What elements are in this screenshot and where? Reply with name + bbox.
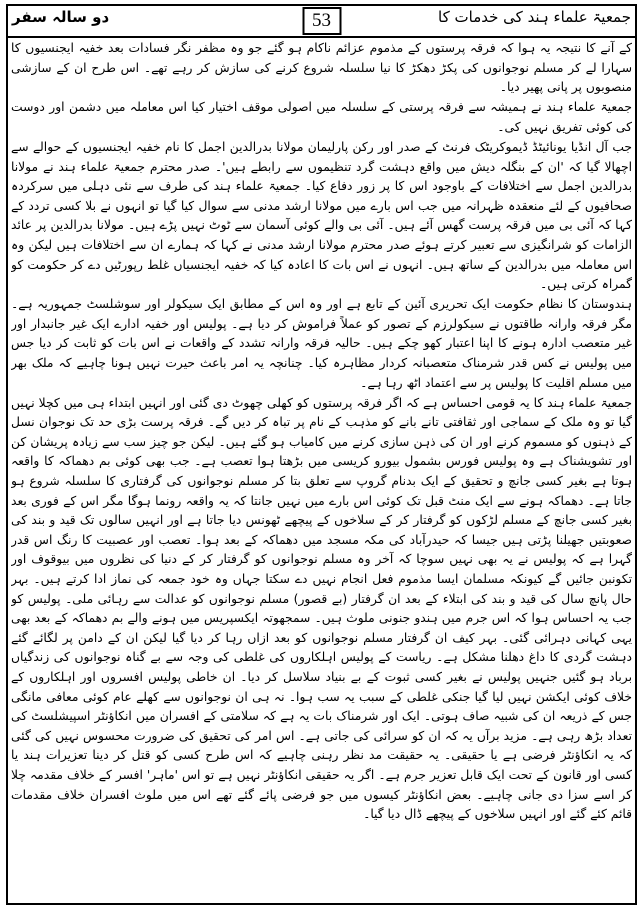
paragraph: جمعیۃ علماء ہند نے ہمیشہ سے فرقہ پرستی کے سلسلہ میں اصولی موقف اختیار کیا اس معاملہ میں دشمن اور دوست کی کوئی تفریق نہیں کی۔	[11, 100, 632, 134]
book-title: دو سالہ سفر	[12, 8, 110, 26]
paragraph: ہندوستان کا نظام حکومت ایک تحریری آئین کے تابع ہے اور وہ اس کے مطابق ایک سیکولر اور سوشلسٹ جمہوریہ ہے۔ مگر فرقہ وارانہ طاقتوں نے سیکولرزم کے تصور کو عملاً فراموش کر دیا ہے۔ پولیس اور خفیہ ادارے ایک غیر جانبدار اور غیر متعصب ادارہ ہونے کا اپنا اعتبار کھو چکے ہیں۔ حالیہ فرقہ وارانہ تشدد کے واقعات نے اس بات کو ثابت کر دیا جس میں پولیس نے کس قدر شرمناک متعصبانہ کردار مظاہرہ کیا۔ چنانچہ یہ امر باعث حیرت نہیں ہونا چاہیے کہ ملک بھر میں مسلم اقلیت کا پولیس پر سے اعتماد اٹھ رہا ہے۔	[11, 297, 632, 390]
chapter-title: جمعیۃ علماء ہند کی خدمات کا	[438, 8, 631, 26]
paragraph: کے آنے کا نتیجہ یہ ہوا کہ فرقہ پرستوں کے مذموم عزائم ناکام ہو گئے جو وہ مظفر نگر فسادات بعد خفیہ ایجنسیوں کا سہارا لے کر مسلم نوجوانوں کی پکڑ دھکڑ کا نیا سلسلہ شروع کرنے کی سازش کر رہے تھے۔ اس طرح ان کے سازشی منصوبوں پر پانی پھیر دیا۔	[11, 41, 632, 95]
paragraph: جمعیۃ علماء ہند کا یہ قومی احساس ہے کہ اگر فرقہ پرستوں کو کھلی چھوٹ دی گئی اور انہیں ابتداء ہی میں کچلا نہیں گیا تو وہ ملک کے سماجی اور ثقافتی تانے بانے کو مذہب کے نام پر تباہ کر دیں گے۔ فرقہ پرست بڑی حد تک نوجوان نسل کے ذہنوں کو مسموم کرنے اور ان کی ذہن سازی کرنے میں کامیاب ہو گئے ہیں۔ لیکن جو چیز سب سے زیادہ پریشان کن اور تشویشناک ہے وہ پولیس فورس بشمول بیورو کریسی میں بڑھتا ہوا تعصب ہے۔ جب بھی کوئی بم دھماکہ کا واقعہ ہوتا ہے بغیر کسی جانچ و تحقیق کے ایک بدنام گروپ سے تعلق بتا کر مسلم نوجوانوں کی گرفتاری کا سلسلہ شروع ہو جاتا ہے۔ دھماکہ ہونے سے ایک منٹ قبل تک کوئی اس بارے میں نہیں جانتا کہ یہ واقعہ رونما ہوگا مگر اس کے فوری بعد بغیر کسی جانچ کے مسلم لڑکوں کو گرفتار کر کے سلاخوں کے پیچھے ٹھونس دیا جاتا ہے اور انہیں سالوں تک قید و بند کی صعوبتیں جھیلنا پڑتی ہیں جیسا کہ حیدرآباد کی مکہ مسجد میں دھماکہ کے بعد ہوا۔ تعصب اور عصبیت کا رنگ اس قدر گہرا ہے کہ پولیس نے یہ بھی نہیں سوچا کہ آخر وہ مسلم نوجوانوں کو گرفتار کر کے دنیا کی نظروں میں بیوقوف اور تکونبن جائیں گے کیونکہ مسلمان ایسا مذموم فعل انجام نہیں دے سکتا جہاں وہ خود جمعہ کی نماز ادا کرتے ہیں۔ بہر حال پانچ سال کی قید و بند کی ابتلاء کے بعد ان گرفتار (بے قصور) مسلم نوجوانوں کو عدالت سے رہائی ملی۔ پولیس کو جب یہ احساس ہوا کہ اس جرم میں ہندو جنونی ملوث ہیں۔ سمجھوتہ ایکسپریس میں ہونے والے بم دھماکہ کے بعد بھی یہی کہانی دہرائی گئی۔ بہر کیف ان گرفتار مسلم نوجوانوں کو بعد ازاں رہا کر دیا گیا لیکن ان کے دامن پر لگائے گئے دہشت گردی کا داغ دھلنا مشکل ہے۔ ریاست کے پولیس اہلکاروں کی غلطی کی وجہ سے بے گناہ نوجوانوں کی زندگیاں برباد ہو گئیں جنہیں پولیس نے بغیر کسی ثبوت کے بے بنیاد سلاسل کر دیا۔ ان خاطی پولیس افسروں اور اہلکاروں کے خلاف کوئی ایکشن نہیں لیا گیا جنکی غلطی کے سبب یہ سب ہوا۔ نہ ہی ان نوجوانوں سے کھلے عام کوئی معافی مانگی جس کے ذریعہ ان کی شبیہ صاف ہوتی۔ ایک اور شرمناک بات یہ ہے کہ سلامتی کے افسران میں انکاؤنٹر اسپیشلسٹ کی تعداد بڑھ رہی ہے۔ مزید برآں یہ کہ ان کو سرائی کی جاتی ہے۔ اس امر کی تحقیق کی ضرورت محسوس نہیں کی گئی کہ یہ انکاؤنٹر فرضی ہے یا حقیقی۔ یہ حقیقت مد نظر رہنی چاہیے کہ اس طرح کسی کو قتل کر دینا تعزیرات ہند یا کسی اور قانون کے تحت ایک قابل تعزیر جرم ہے۔ اگر یہ حقیقی انکاؤنٹر نہیں ہے تو اس 'ماہر' افسر کے خلاف مقدمہ چلا کر اسے سزا دی جانی چاہیے۔ بعض انکاؤنٹر کیسوں میں جو فرضی پائے گئے تھے اس میں ملوث افسران خلاف مقدمات قائم کئے گئے اور انہیں سلاخوں کے پیچھے ڈال دیا گیا۔	[11, 395, 632, 822]
document-page	[6, 4, 637, 905]
page-header	[8, 6, 635, 38]
page-body	[11, 39, 632, 901]
page-number: 53	[302, 7, 341, 35]
paragraph: جب آل انڈیا یونائیٹڈ ڈیموکریٹک فرنٹ کے صدر اور رکن پارلیمان مولانا بدرالدین اجمل کا نام خفیہ ایجنسیوں کے حوالے سے اچھالا گیا کہ 'ان کے بنگلہ دیش میں واقع دہشت گرد تنظیموں سے رابطے ہیں'۔ صدر محترم جمعیۃ علماء ہند نے مولانا بدرالدین اجمل سے اختلافات کے باوجود اس کا پر زور دفاع کیا۔ جمعیۃ علماء ہند کی طرف سے نئی دہلی میں سرکردہ صحافیوں کے لئے منعقدہ ظہرانہ میں جب اس بارے میں مولانا ارشد مدنی سے سوال کیا گیا تو انہوں نے بلا کسی تردد کے کہا کہ آئی بی میں فرقہ پرست گھس آئے ہیں۔ آئی بی والے کوئی آسمان سے ٹوٹ نہیں پڑے ہیں۔ مولانا بدرالدین پر عائد الزامات کو شرانگیزی سے تعبیر کرتے ہوئے صدر محترم مولانا ارشد مدنی نے کہا کہ ہمارے ان سے اختلافات ہیں لیکن وہ اس معاملہ میں بدرالدین کے ساتھ ہیں۔ انہوں نے اس بات کا اعادہ کیا کہ خفیہ ایجنسیاں غلط رپورٹیں دے کر حکومت کو گمراہ کرتی ہیں۔	[11, 139, 632, 292]
